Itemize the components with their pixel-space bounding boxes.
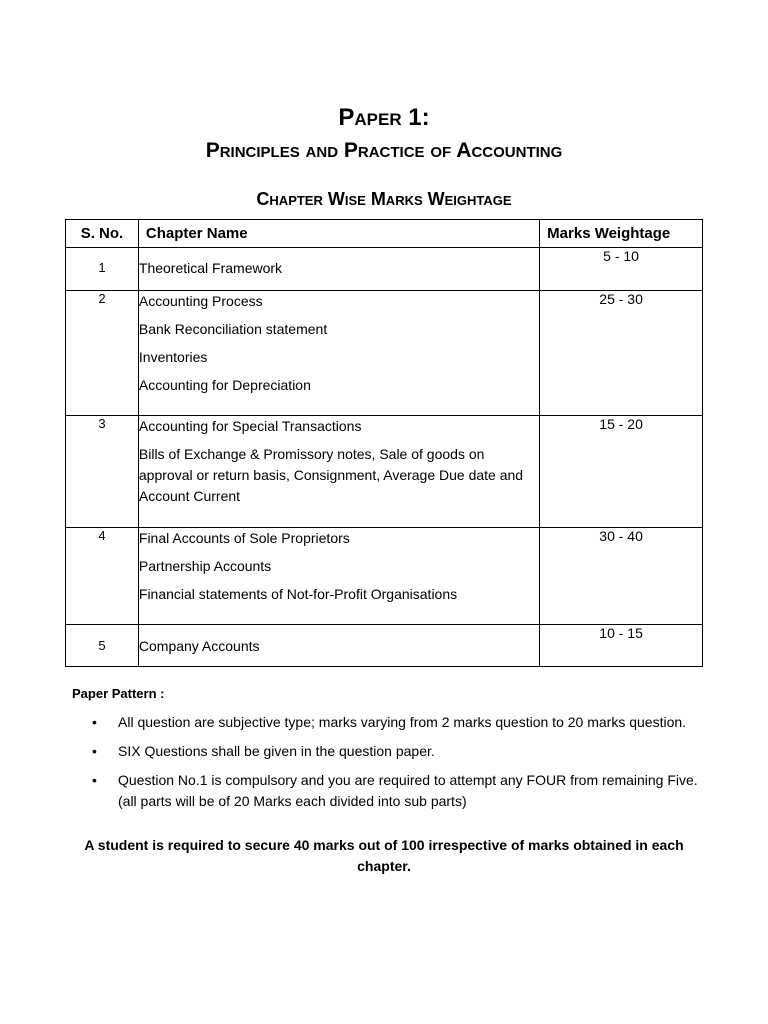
row-sno: 4 [66, 528, 139, 625]
chapter-name: Bank Reconciliation statement [138, 321, 328, 337]
row-sno: 1 [66, 248, 139, 291]
chapter-name: Accounting Process [138, 293, 263, 309]
row-sno: 3 [66, 416, 139, 528]
chapter-name: Accounting for Special Transactions [138, 418, 362, 434]
header-marks-weightage: Marks Weightage [540, 220, 703, 248]
paper-subtitle: Principles and Practice of Accounting [205, 139, 563, 162]
table-row [66, 291, 703, 416]
chapter-name: Bills of Exchange & Promissory notes, Sale of goods on approval or return basis, Consignment, Average Due date and Account Current [138, 446, 524, 504]
section-title: Chapter Wise Marks Weightage [256, 189, 512, 209]
pattern-item-text: Question No.1 is compulsory and you are required to attempt any FOUR from remaining Five. (all parts will be of 20 Marks each divided into sub parts) [118, 772, 698, 809]
list-item [72, 712, 712, 733]
row-marks: 5 - 10 [540, 248, 703, 291]
table-row [66, 248, 703, 291]
header-chapter-name: Chapter Name [138, 220, 539, 248]
chapter-name: Theoretical Framework [138, 260, 283, 276]
table-row [66, 528, 703, 625]
paper-pattern-list [72, 712, 712, 820]
row-chapters [138, 528, 539, 625]
row-chapters [138, 416, 539, 528]
table-row [66, 416, 703, 528]
chapter-name: Final Accounts of Sole Proprietors [138, 530, 350, 546]
row-chapters [138, 291, 539, 416]
chapter-name: Accounting for Depreciation [138, 377, 311, 393]
row-marks: 25 - 30 [540, 291, 703, 416]
pattern-item-text: All question are subjective type; marks varying from 2 marks question to 20 marks question. [118, 714, 687, 730]
pattern-item-text: SIX Questions shall be given in the question paper. [118, 743, 435, 759]
header-sno: S. No. [66, 220, 139, 248]
row-marks: 30 - 40 [540, 528, 703, 625]
list-item [72, 770, 712, 812]
chapter-name: Inventories [138, 349, 208, 365]
chapter-name: Company Accounts [138, 637, 260, 654]
chapter-name: Financial statements of Not-for-Profit Organisations [138, 586, 458, 602]
row-sno: 5 [66, 625, 139, 667]
row-marks: 10 - 15 [540, 625, 703, 667]
paper-pattern-heading: Paper Pattern : [72, 686, 165, 701]
bullet-icon: • [92, 743, 97, 759]
table-header-row [66, 220, 703, 248]
row-chapters [138, 248, 539, 291]
bullet-icon: • [92, 714, 97, 730]
paper-title: Paper 1: [338, 104, 430, 131]
list-item [72, 741, 712, 762]
row-marks: 15 - 20 [540, 416, 703, 528]
marks-weightage-table [65, 219, 703, 667]
row-chapters [138, 625, 539, 667]
table-row [66, 625, 703, 667]
chapter-name: Partnership Accounts [138, 558, 272, 574]
bullet-icon: • [92, 772, 97, 788]
row-sno: 2 [66, 291, 139, 416]
passing-criteria-note: A student is required to secure 40 marks out of 100 irrespective of marks obtained in each chapter. [84, 837, 684, 874]
